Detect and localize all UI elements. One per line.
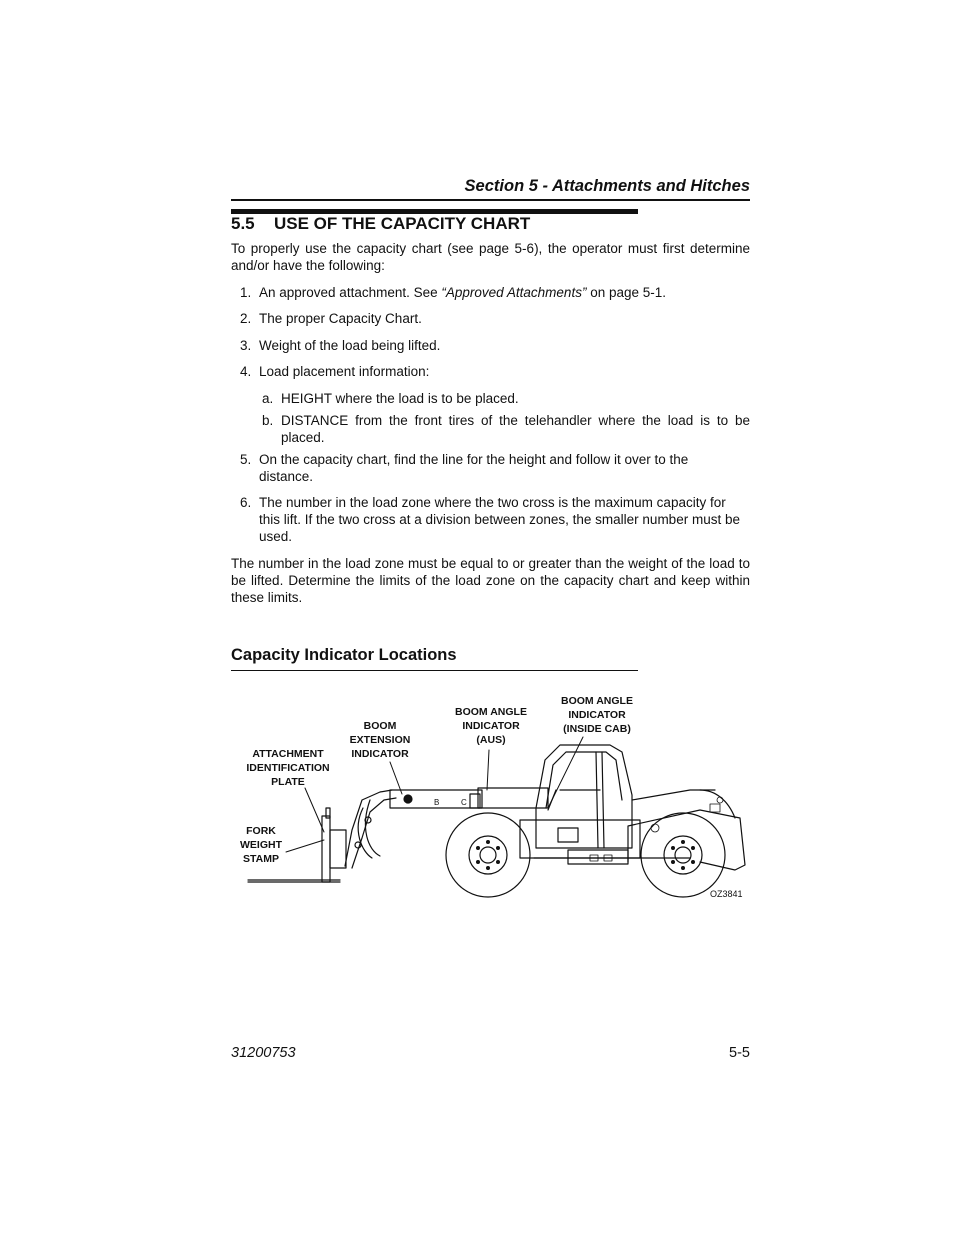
item-text-post: on page 5-1. <box>586 285 667 300</box>
section-heading <box>231 214 530 234</box>
page-number: 5-5 <box>729 1045 750 1061</box>
sub-list-item <box>262 390 750 408</box>
list-item-number: 6. <box>240 495 252 510</box>
list-item-text: The proper Capacity Chart. <box>259 311 422 326</box>
figure-id: OZ3841 <box>710 889 743 899</box>
telehandler-illustration <box>231 690 750 910</box>
list-item <box>240 310 750 328</box>
list-item-number: 2. <box>240 311 252 326</box>
cross-reference-link[interactable]: “Approved Attachments” <box>441 285 587 300</box>
sub-item-text: DISTANCE from the front tires of the telehandler where the load is to be placed. <box>281 413 750 445</box>
list-item-number: 4. <box>240 364 252 379</box>
rear-wheel <box>641 813 725 897</box>
subsection-rule <box>231 670 638 671</box>
label-boom-angle-cab: BOOM ANGLE INDICATOR (INSIDE CAB) <box>561 695 633 735</box>
subsection-heading: Capacity Indicator Locations <box>231 646 457 664</box>
header-rule <box>231 199 750 201</box>
sub-list-item <box>262 412 750 448</box>
doc-number: 31200753 <box>231 1045 296 1061</box>
list-item <box>240 494 750 548</box>
details <box>590 797 723 861</box>
list-item-number: 5. <box>240 452 252 467</box>
closing-paragraph: The number in the load zone must be equal to or greater than the weight of the load to be lifted. Determine the limits of the load zone on the capacity chart and keep within these limits. <box>231 556 750 605</box>
list-item-text: Load placement information: <box>259 364 430 379</box>
list-item-number: 1. <box>240 285 252 300</box>
section-header: Section 5 - Attachments and Hitches <box>464 177 750 195</box>
boom-mark-b: B <box>434 798 440 807</box>
label-boom-extension: BOOM EXTENSION INDICATOR <box>349 720 411 760</box>
front-wheel <box>446 813 530 897</box>
list-item <box>240 451 710 487</box>
label-fork-weight: FORK WEIGHT STAMP <box>240 825 282 865</box>
list-item-text <box>259 284 750 301</box>
sub-item-letter: b. <box>262 413 274 428</box>
list-item-text: Weight of the load being lifted. <box>259 338 441 353</box>
label-attachment-plate: ATTACHMENT IDENTIFICATION PLATE <box>246 748 330 788</box>
cab <box>536 745 632 848</box>
section-title: USE OF THE CAPACITY CHART <box>274 214 531 233</box>
boom-mark-c: C <box>461 798 467 807</box>
section-number: 5.5 <box>231 214 255 233</box>
list-item <box>240 363 750 381</box>
label-boom-angle-aus: BOOM ANGLE INDICATOR (AUS) <box>455 706 527 746</box>
list-item <box>240 284 750 302</box>
list-item-number: 3. <box>240 338 252 353</box>
forks <box>248 808 346 882</box>
item-text-pre: An approved attachment. See <box>259 285 442 300</box>
list-item-text: On the capacity chart, find the line for the height and follow it over to the distance. <box>259 452 689 484</box>
list-item <box>240 337 750 355</box>
list-item-text: The number in the load zone where the two cross is the maximum capacity for this lift. If the two cross at a division between zones, the smaller number must be used. <box>259 495 740 544</box>
sub-item-text: HEIGHT where the load is to be placed. <box>281 391 519 406</box>
sub-item-letter: a. <box>262 391 274 406</box>
intro-paragraph: To properly use the capacity chart (see page 5-6), the operator must first determine and/or have the following: <box>231 241 750 273</box>
